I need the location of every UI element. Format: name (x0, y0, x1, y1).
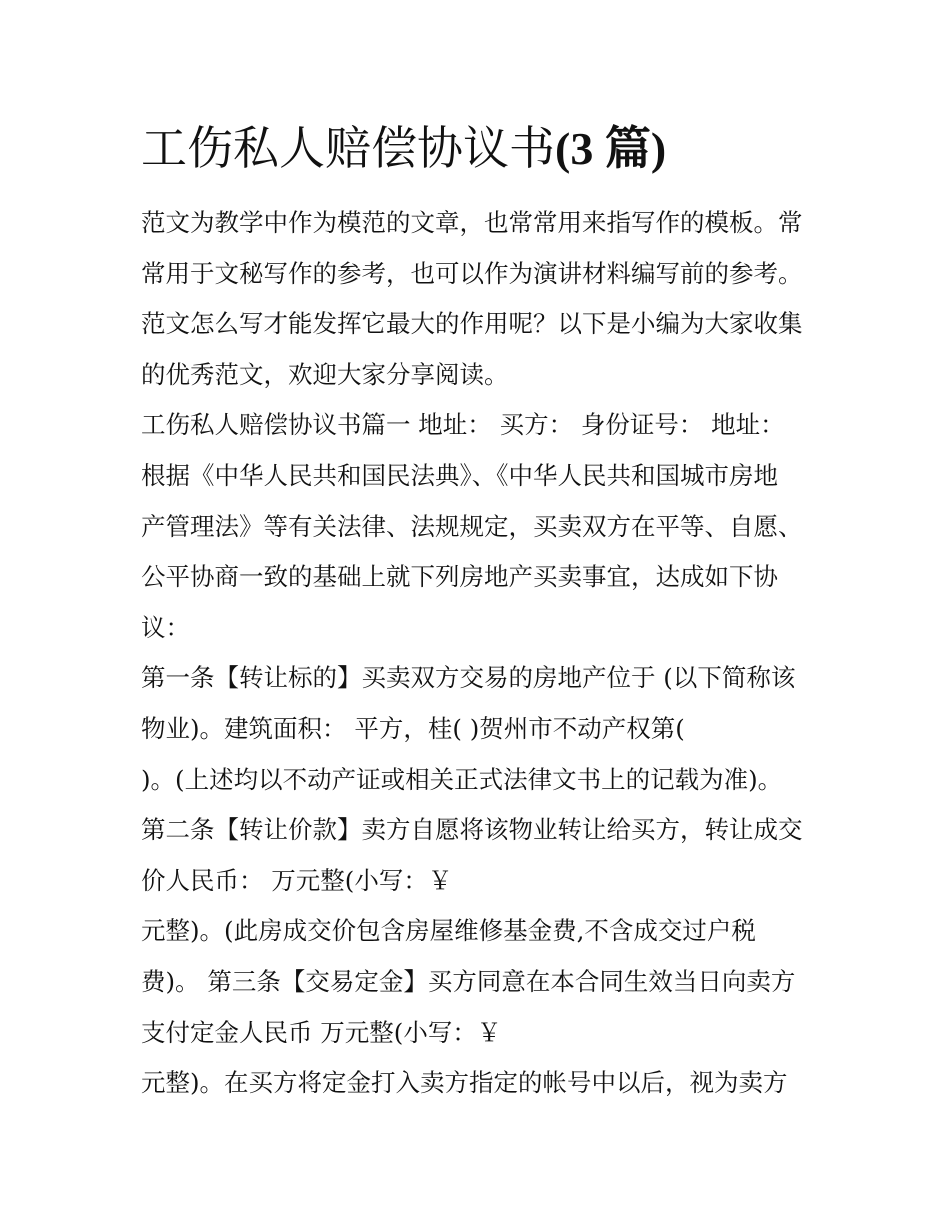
text-line: 费)。 第三条【交易定金】买方同意在本合同生效当日向卖方 (141, 966, 796, 996)
text-line: 根据《中华人民共和国民法典》、《中华人民共和国城市房地 (141, 460, 778, 490)
text-line: )。(上述均以不动产证或相关正式法律文书上的记载为准)。 (141, 764, 783, 794)
title-count: (3 篇) (555, 123, 667, 174)
text-line: 范文怎么写才能发挥它最大的作用呢？以下是小编为大家收集 (141, 309, 803, 339)
text-line: 产管理法》等有关法律、法规规定，买卖双方在平等、自愿、 (141, 511, 803, 541)
text-line: 第一条【转让标的】买卖双方交易的房地产位于 (以下简称该 (141, 663, 796, 693)
title-text: 工伤私人赔偿协议书 (141, 121, 555, 175)
text-line: 支付定金人民币 万元整(小写：￥ (141, 1017, 502, 1047)
text-line: 公平协商一致的基础上就下列房地产买卖事宜，达成如下协 (141, 562, 778, 592)
text-line: 的优秀范文，欢迎大家分享阅读。 (141, 359, 509, 389)
document-body (141, 203, 821, 1114)
text-line: 元整)。在买方将定金打入卖方指定的帐号中以后，视为卖方 (141, 1068, 788, 1098)
text-line: 范文为教学中作为模范的文章，也常常用来指写作的模板。常 (141, 208, 803, 237)
text-line: 议： (141, 612, 190, 642)
text-line: 常用于文秘写作的参考，也可以作为演讲材料编写前的参考。 (141, 258, 803, 288)
text-line: 价人民币： 万元整(小写：￥ (141, 865, 453, 895)
text-line: 元整)。(此房成交价包含房屋维修基金费,不含成交过户税 (141, 916, 756, 946)
text-line: 第二条【转让价款】卖方自愿将该物业转让给买方，转让成交 (141, 815, 803, 845)
text-line: 物业)。建筑面积： 平方，桂( )贺州市不动产权第( (141, 713, 685, 743)
text-line: 工伤私人赔偿协议书篇一 地址： 买方： 身份证号： 地址： (141, 410, 785, 440)
document-title (141, 118, 666, 179)
